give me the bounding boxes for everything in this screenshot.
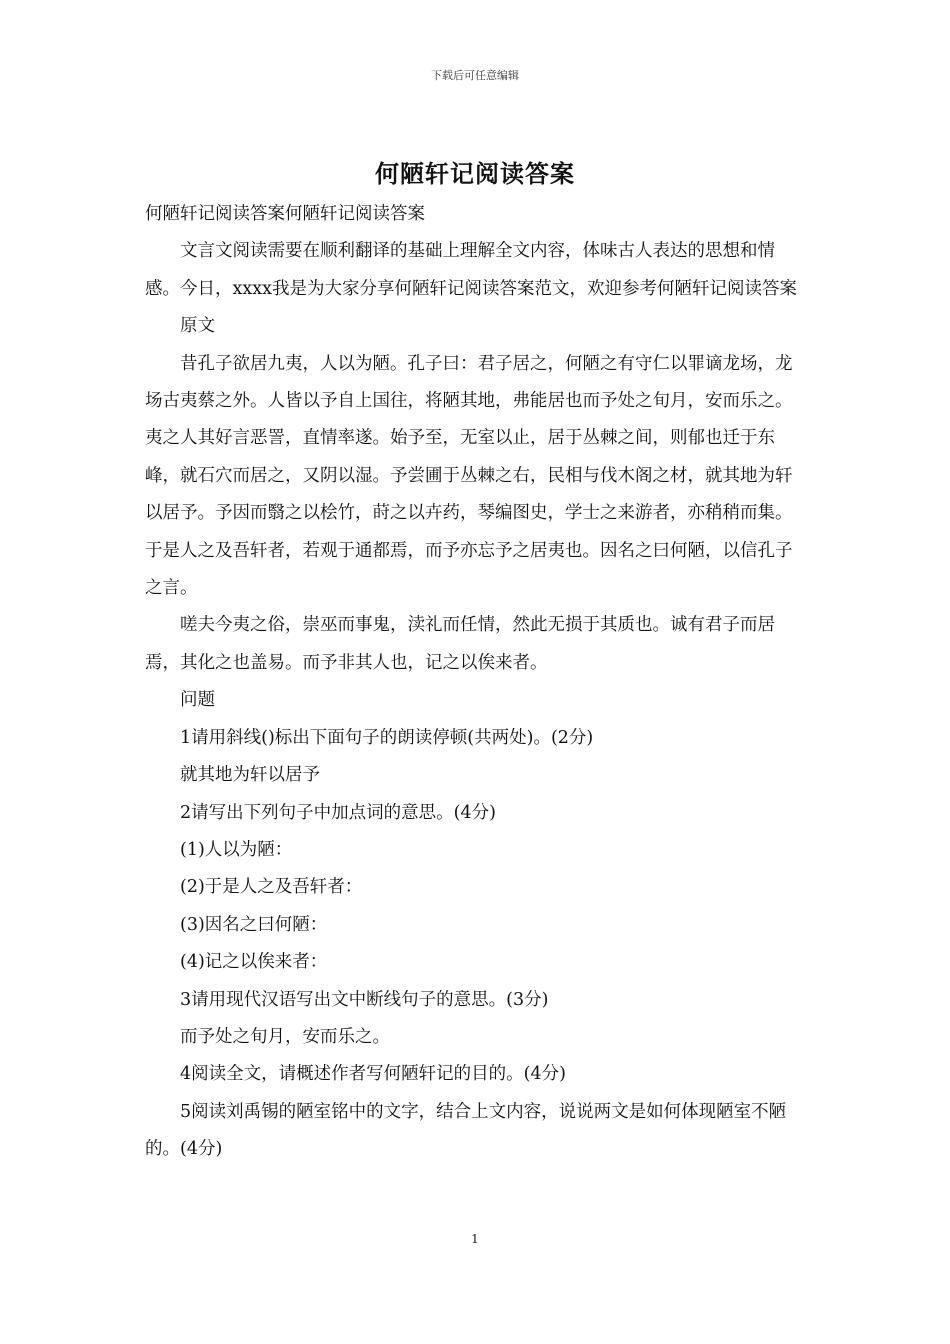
- paragraph: 3请用现代汉语写出文中断线句子的意思。(3分): [180, 989, 549, 1010]
- page-number: 1: [471, 1232, 479, 1246]
- paragraph: 5阅读刘禹锡的陋室铭中的文字，结合上文内容，说说两文是如何体现陋室不陋的。(4分): [145, 1101, 787, 1160]
- header-note: 下载后可任意编辑: [431, 69, 519, 82]
- paragraph: (1)人以为陋：: [180, 839, 293, 860]
- paragraph: 原文: [180, 316, 215, 337]
- document-body: [145, 196, 809, 1169]
- paragraph: (2)于是人之及吾轩者：: [180, 877, 363, 898]
- paragraph: 文言文阅读需要在顺利翻译的基础上理解全文内容，体味古人表达的思想和情感。今日，xxxx我是为大家分享何陋轩记阅读答案范文，欢迎参考何陋轩记阅读答案: [145, 241, 797, 299]
- paragraph: 4阅读全文，请概述作者写何陋轩记的目的。(4分): [180, 1064, 566, 1085]
- paragraph: 而予处之旬月，安而乐之。: [180, 1026, 390, 1047]
- document-title: 何陋轩记阅读答案: [375, 159, 575, 188]
- paragraph: 嗟夫今夷之俗，崇巫而事鬼，渎礼而任情，然此无损于其质也。诚有君子而居焉，其化之也盖易。而予非其人也，记之以俟来者。: [145, 615, 775, 673]
- paragraph: 2请写出下列句子中加点词的意思。(4分): [180, 802, 496, 823]
- paragraph: (3)因名之曰何陋：: [180, 914, 328, 935]
- paragraph: 问题: [180, 690, 215, 711]
- paragraph: (4)记之以俟来者：: [180, 952, 328, 973]
- paragraph: 1请用斜线()标出下面句子的朗读停顿(共两处)。(2分): [180, 727, 594, 748]
- paragraph: 就其地为轩以居予: [180, 765, 320, 786]
- paragraph: 何陋轩记阅读答案何陋轩记阅读答案: [145, 204, 425, 224]
- paragraph: 昔孔子欲居九夷，人以为陋。孔子曰：君子居之，何陋之有守仁以罪谪龙场，龙场古夷蔡之外。人皆以予自上国往，将陋其地，弗能居也而予处之旬月，安而乐之。夷之人其好言恶詈，直情率遂。始予至，无室以止，居于丛棘之间，则郁也迁于东峰，就石穴而居之，又阴以湿。予尝圃于丛棘之右，民相与伐木阁之材，就其地为轩以居予。予因而翳之以桧竹，莳之以卉药，琴编图史，学士之来游者，亦稍稍而集。于是人之及吾轩者，若观于通都焉，而予亦忘予之居夷也。因名之曰何陋，以信孔子之言。: [145, 353, 793, 599]
